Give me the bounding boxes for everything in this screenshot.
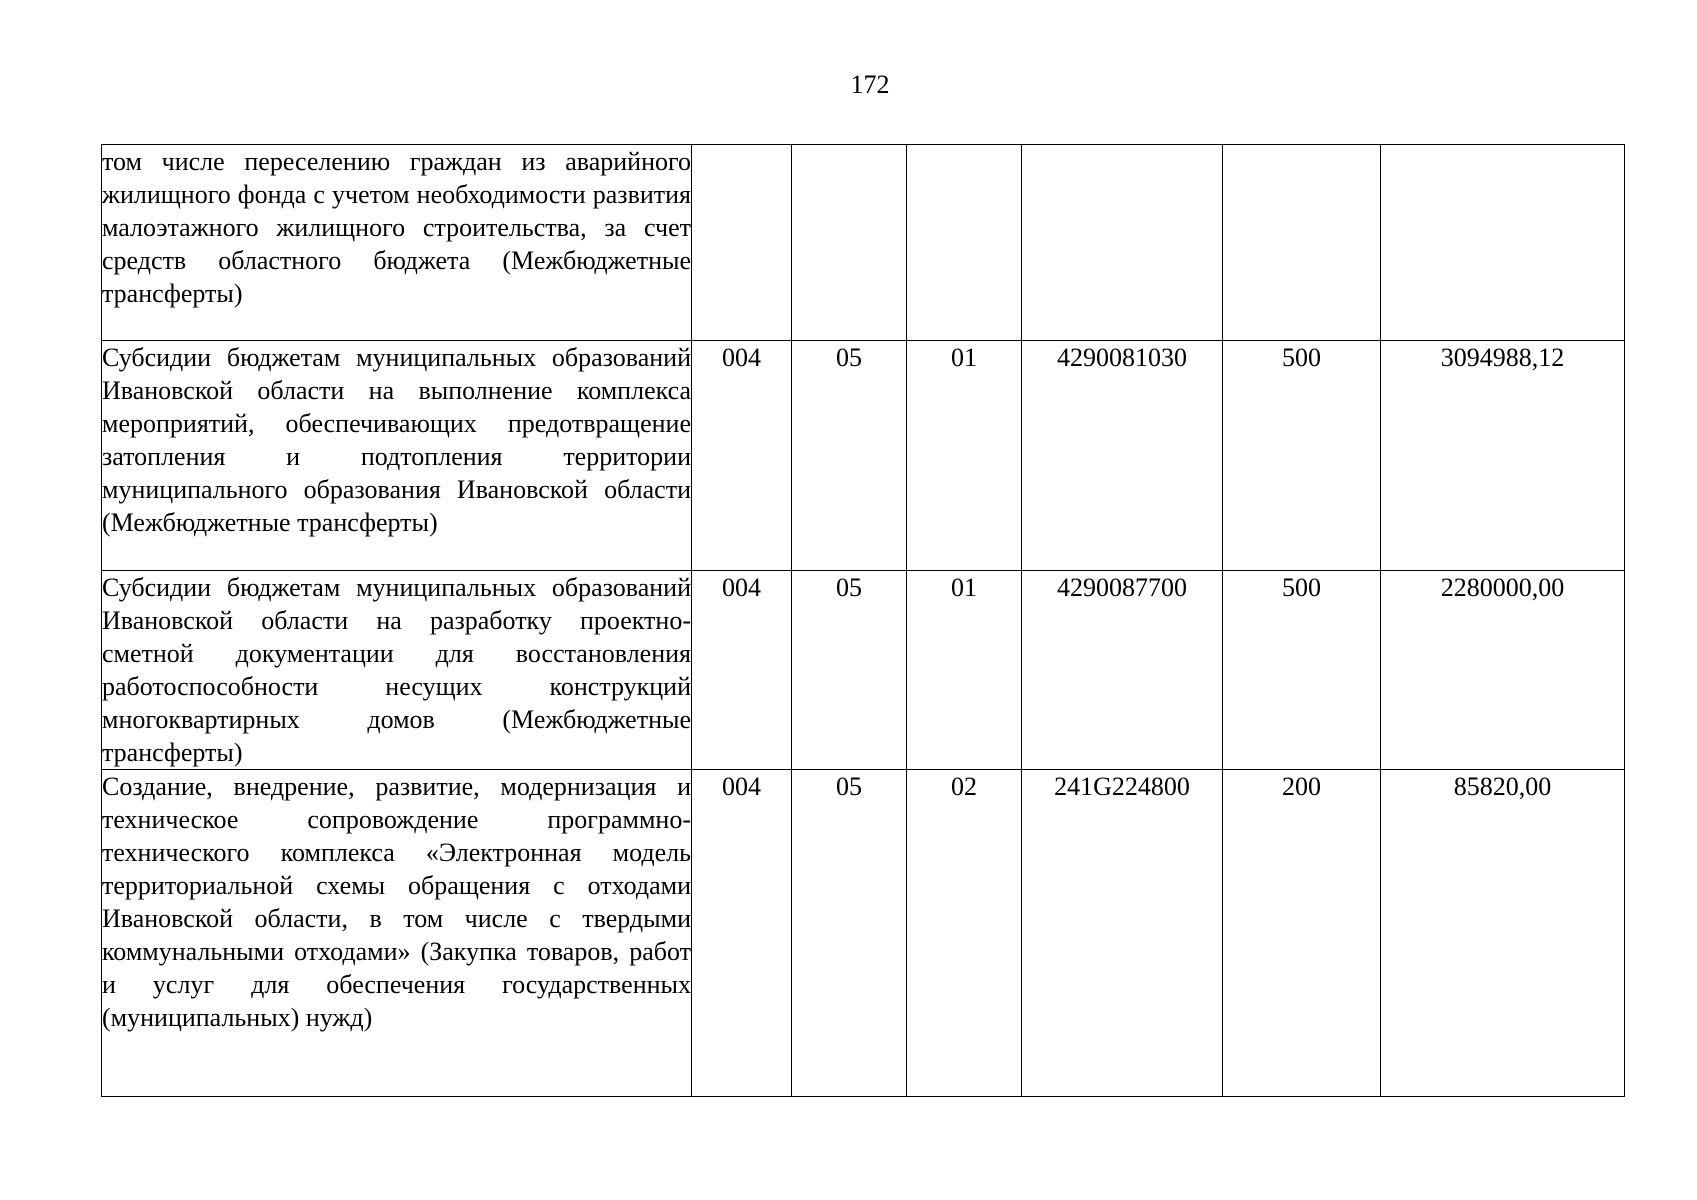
expense-type-code: 500: [1223, 341, 1381, 571]
expense-type-code: 500: [1223, 571, 1381, 770]
target-item-code: 4290087700: [1022, 571, 1223, 770]
section-code: 05: [792, 770, 907, 1097]
amount: 3094988,12: [1381, 341, 1625, 571]
ministry-code: 004: [692, 341, 792, 571]
section-code: 05: [792, 341, 907, 571]
row-description: Субсидии бюджетам муниципальных образований Ивановской области на разработку проектно-сметной документации для восстановления работоспособности несущих конструкций многоквартирных домов (Межбюджетные трансферты): [102, 571, 692, 770]
target-item-code: [1022, 145, 1223, 341]
table-row: [102, 770, 1625, 1097]
row-description: Создание, внедрение, развитие, модернизация и техническое сопровождение программно-технического комплекса «Электронная модель территориальной схемы обращения с отходами Ивановской области, в том числе с твердыми коммунальными отходами» (Закупка товаров, работ и услуг для обеспечения государственных (муниципальных) нужд): [102, 770, 692, 1097]
expense-type-code: 200: [1223, 770, 1381, 1097]
ministry-code: 004: [692, 770, 792, 1097]
page-number: 172: [850, 70, 890, 99]
budget-table: [101, 144, 1625, 1097]
subsection-code: [907, 145, 1022, 341]
amount: 85820,00: [1381, 770, 1625, 1097]
subsection-code: 01: [907, 341, 1022, 571]
target-item-code: 4290081030: [1022, 341, 1223, 571]
subsection-code: 02: [907, 770, 1022, 1097]
table-row: [102, 571, 1625, 770]
section-code: 05: [792, 571, 907, 770]
ministry-code: 004: [692, 571, 792, 770]
table-row: [102, 145, 1625, 341]
section-code: [792, 145, 907, 341]
amount: [1381, 145, 1625, 341]
subsection-code: 01: [907, 571, 1022, 770]
expense-type-code: [1223, 145, 1381, 341]
amount: 2280000,00: [1381, 571, 1625, 770]
target-item-code: 241G224800: [1022, 770, 1223, 1097]
row-description: том числе переселению граждан из аварийного жилищного фонда с учетом необходимости развития малоэтажного жилищного строительства, за счет средств областного бюджета (Межбюджетные трансферты): [102, 145, 692, 341]
row-description: Субсидии бюджетам муниципальных образований Ивановской области на выполнение комплекса мероприятий, обеспечивающих предотвращение затопления и подтопления территории муниципального образования Ивановской области (Межбюджетные трансферты): [102, 341, 692, 571]
ministry-code: [692, 145, 792, 341]
table-row: [102, 341, 1625, 571]
